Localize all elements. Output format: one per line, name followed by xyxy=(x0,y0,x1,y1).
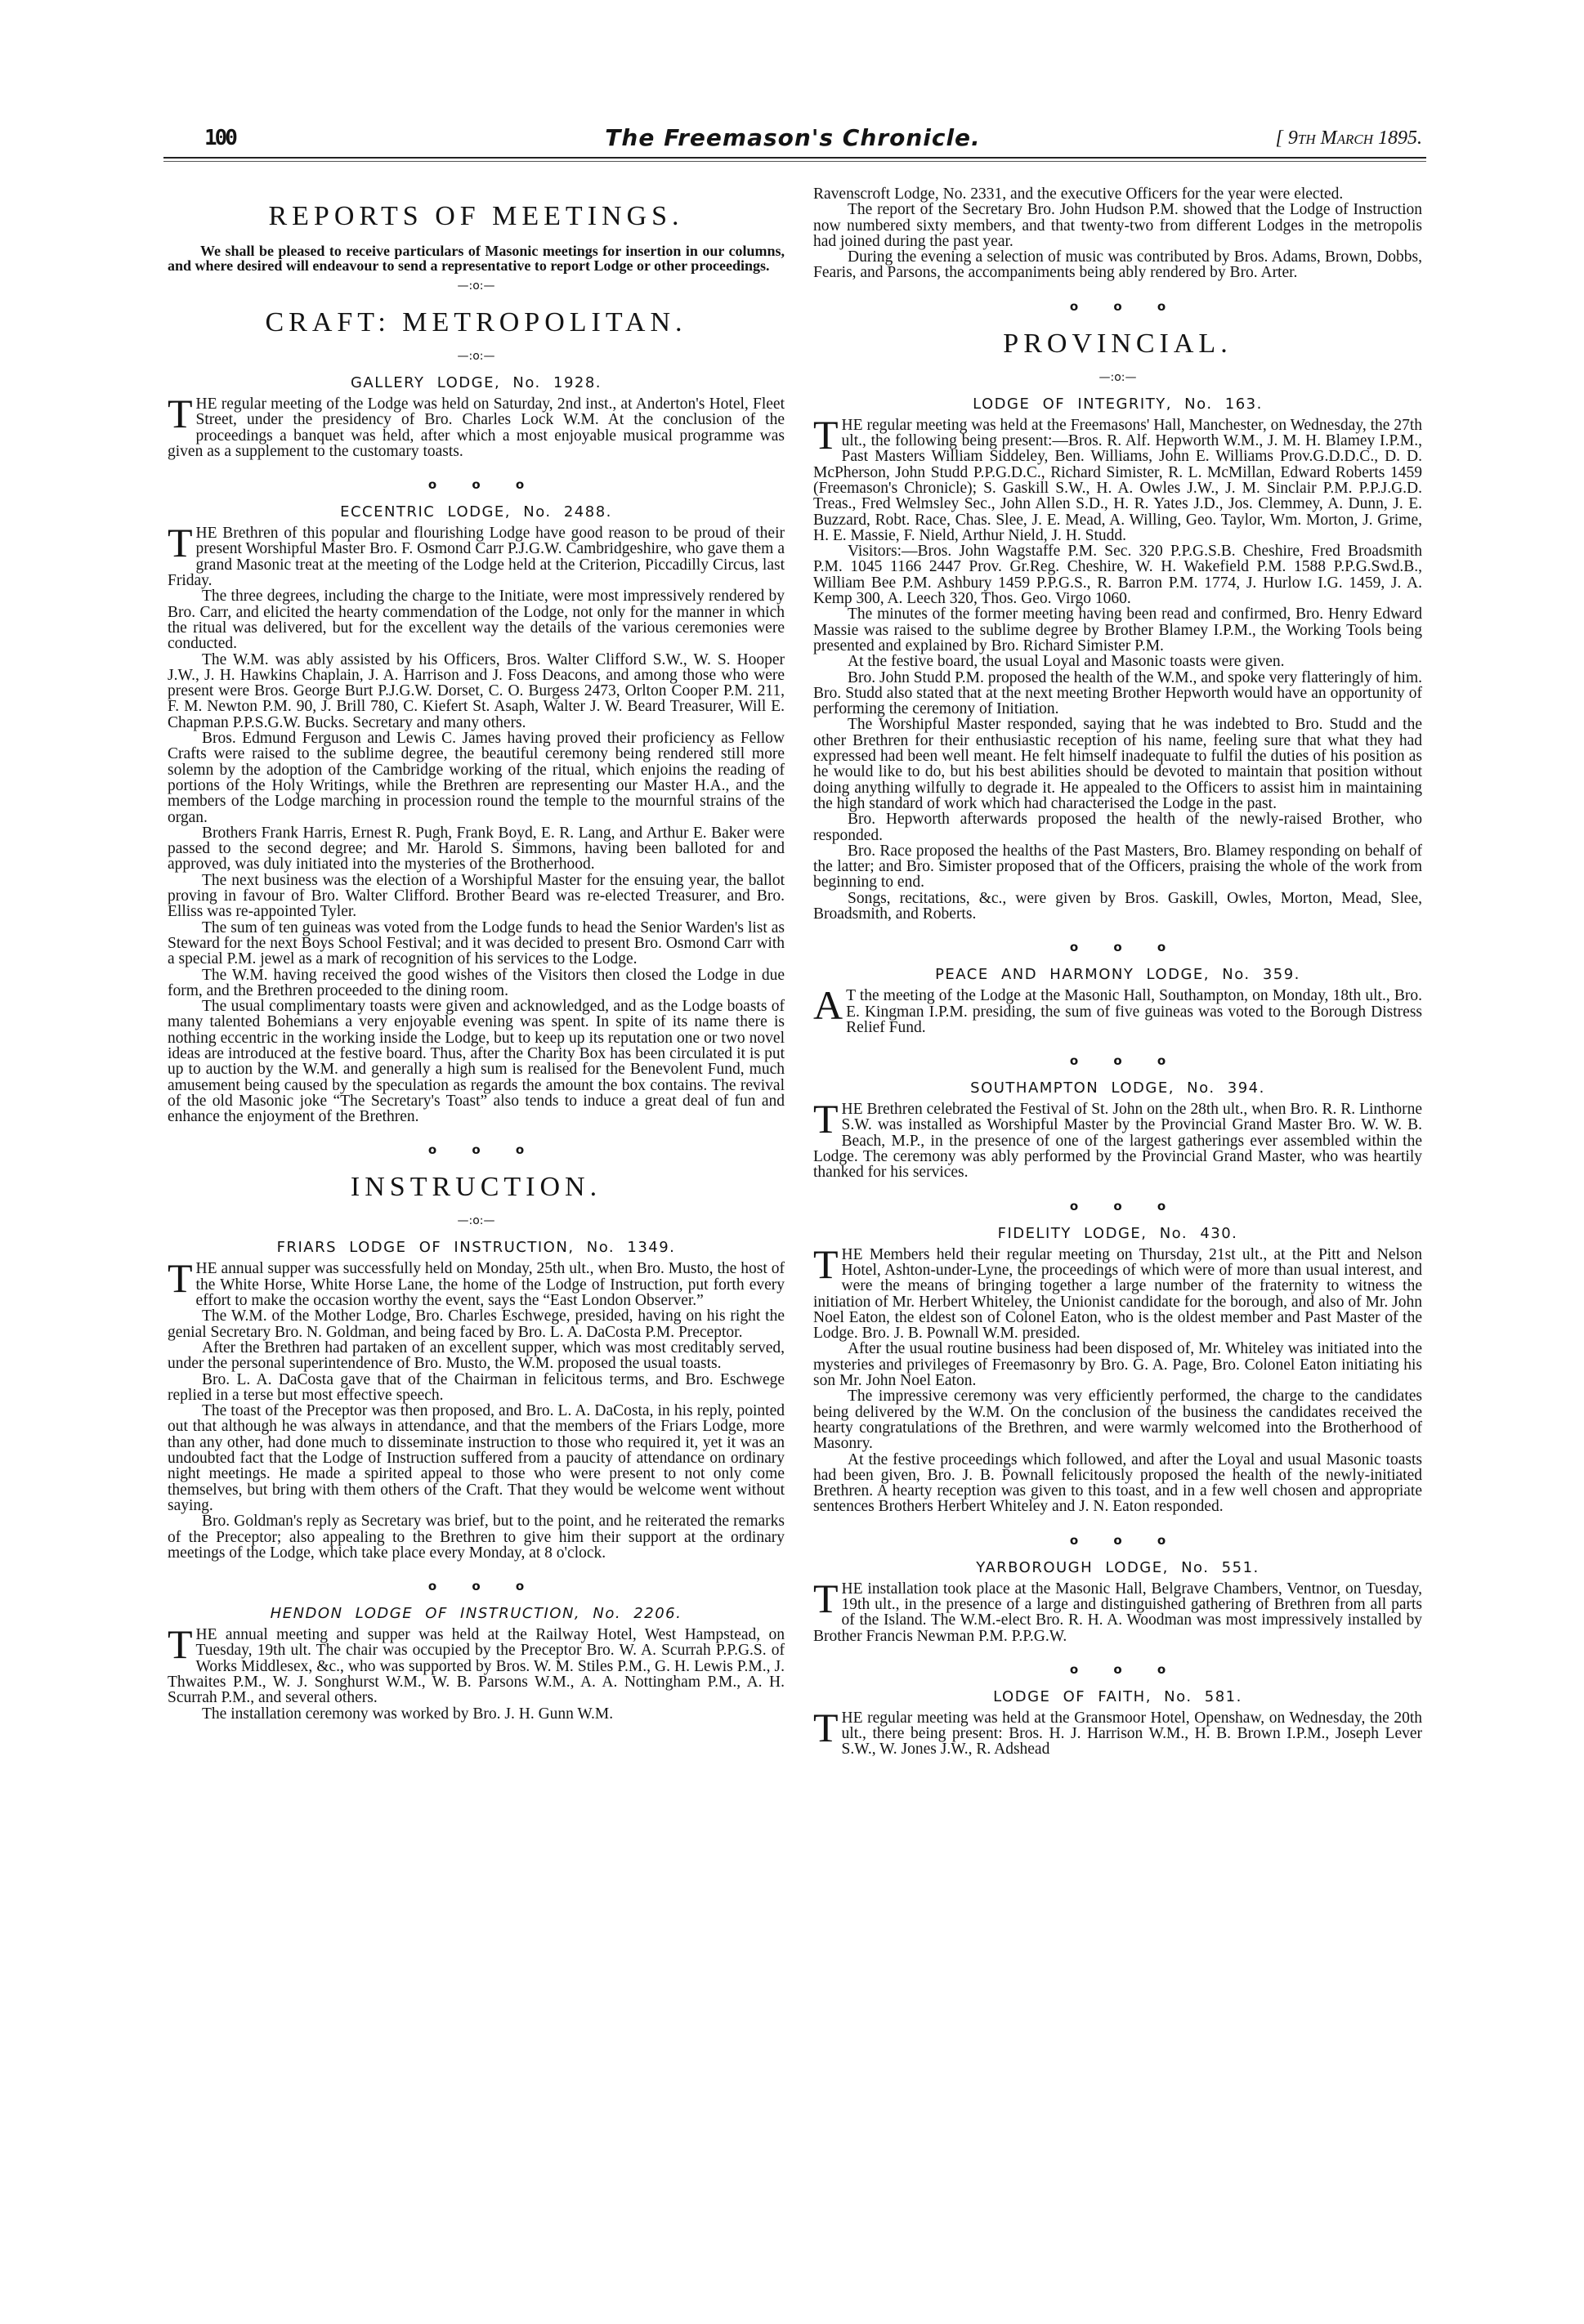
paragraph-text: HE Members held their regular meeting on Thursday, 21st ult., at the Pitt and Nelson Hotel, Ashton-under-Lyne, the proceedings of which were of more than usual interest, and were the means of bringing together a large number of the fraternity to witness the initiation of Mr. Herbert Whiteley, the Unionist candidate for the borough, and also of Mr. John Noel Eaton, the eldest son of Colonel Eaton, who is the oldest member and Past Master of the Lodge. Bro. J. B. Pownall W.M. presided. xyxy=(813,1245,1422,1343)
drop-cap: T xyxy=(168,1255,193,1302)
paragraph: The toast of the Preceptor was then proposed, and Bro. L. A. DaCosta, in his reply, pointed out that although he was always in attendance, and that the members of the Friars Lodge, more than any other, had done much to disseminate instruction to those who required it, yet it was an undoubted fact that the Lodge of Instruction suffered from a paucity of attendance on ordinary night meetings. He made a spirited appeal to those who were present to not only come themselves, but bring with them others of the Craft. That they would be welcome went without saying. xyxy=(168,1402,785,1514)
paragraph: Bro. Hepworth afterwards proposed the health of the newly-raised Brother, who responded. xyxy=(813,811,1422,844)
ornament-separator: o o o xyxy=(427,477,525,493)
report-paragraph xyxy=(813,1240,1422,1343)
ornament-separator: o o o xyxy=(1069,1532,1166,1548)
lodge-heading: LODGE OF FAITH, No. 581. xyxy=(993,1687,1242,1705)
ornament-separator: o o o xyxy=(1069,1198,1166,1213)
lodge-heading: YARBOROUGH LODGE, No. 551. xyxy=(976,1558,1260,1576)
page-header xyxy=(163,123,1422,155)
paragraph: The Worshipful Master responded, saying that he was indebted to Bro. Studd and the other Brethren for their enthusiastic reception of his name, feeling sure that what they had expressed had been well meant. He felt himself inadequate to fulfil the duties of his position as he would like to do, but his best abilities should be devoted to maintain that position without doing anything wilfully to degrade it. He appealed to the Officers to assist him in maintaining the high standard of work which had characterised the Lodge in the past. xyxy=(813,716,1422,812)
paragraph: After the usual routine business had been disposed of, Mr. Whiteley was initiated into the mysteries and privileges of Freemasonry by Bro. G. A. Page, Bro. Colonel Eaton initiating his son Mr. John Noel Eaton. xyxy=(813,1340,1422,1390)
right-column xyxy=(813,186,1422,1758)
paragraph: The W.M. was ably assisted by his Officers, Bros. Walter Clifford S.W., W. S. Hooper J.W., J. H. Hawkins Chaplain, J. A. Harrison and J. Foss Deacons, and among those who were present were Bros. George Burt P.J.G.W. Dorset, C. O. Burgess 2473, Orlton Cooper P.M. 211, F. M. Newton P.M. 90, J. Brill 780, C. Kiefert St. Asaph, Walter J. W. Beard Treasurer, Will E. Chapman P.P.S.G.W. Bucks. Secretary and many others. xyxy=(168,650,785,731)
paragraph-text: HE installation took place at the Masonic Hall, Belgrave Chambers, Ventnor, on Tuesday, 19th ult., in the presence of a large and distinguished gathering of Brethren from all parts of the Island. The W.M.-elect Bro. R. H. A. Woodman was most impressively installed by Brother Francis Newman P.M. P.P.G.W. xyxy=(813,1580,1422,1645)
paragraph: The installation ceremony was worked by Bro. J. H. Gunn W.M. xyxy=(202,1705,614,1723)
section-divider: —:o:— xyxy=(457,279,495,293)
paragraph: The report of the Secretary Bro. John Hudson P.M. showed that the Lodge of Instruction now numbered sixty members, and that twenty-two from different Lodges in the metropolis had joined during the past year. xyxy=(813,201,1422,250)
paragraph: Bros. Edmund Ferguson and Lewis C. James having proved their proficiency as Fellow Crafts were raised to the sublime degree, the beautiful ceremony being rendered still more solemn by the adoption of the Cambridge working of the ritual, which enjoins the reading of portions of the Holy Writings, while the Brethren are representing our Master H.A., and the members of the Lodge marching in procession round the temple to the mournful strains of the organ. xyxy=(168,730,785,826)
drop-cap: T xyxy=(168,520,193,566)
paragraph: The next business was the election of a Worshipful Master for the ensuing year, the ballot proving in favour of Bro. Walter Clifford. Brother Beard was re-elected Treasurer, and Bro. Elliss was re-appointed Tyler. xyxy=(168,871,785,921)
left-column xyxy=(168,186,785,1722)
paragraph: The three degrees, including the charge to the Initiate, were most impressively rendered by Bro. Carr, and elicited the hearty commendation of the Lodge, not only for the manner in which the ritual was delivered, but for the excellent way the details of the various ceremonies were conducted. xyxy=(168,588,785,653)
header-rule xyxy=(163,157,1426,162)
lodge-heading: PEACE AND HARMONY LODGE, No. 359. xyxy=(935,966,1300,984)
paragraph: After the Brethren had partaken of an excellent supper, which was most creditably served, under the personal superintendence of Bro. Musto, the W.M. proposed the usual toasts. xyxy=(168,1339,785,1373)
paragraph: Bro. John Studd P.M. proposed the health of the W.M., and spoke very flatteringly of him. Bro. Studd also stated that at the next meeting Brother Hepworth would have an opportunity of performing the ceremony of Initiation. xyxy=(813,668,1423,718)
ornament-separator: o o o xyxy=(1069,940,1166,955)
lodge-heading: ECCENTRIC LODGE, No. 2488. xyxy=(340,503,612,521)
report-paragraph xyxy=(813,982,1422,1036)
paragraph-text: HE annual meeting and supper was held at the Railway Hotel, West Hampstead, on Tuesday, 19th ult. The chair was occupied by the Preceptor Bro. W. A. Scurrah P.P.G.S. of Works Middlesex, &c., who was supported by Bros. W. M. Stiles P.M., G. H. Lewis P.M., J. Thwaites P.M., W. J. Songhurst W.M., W. B. Parsons W.M., A. A. Nottingham P.M., A. H. Scurrah P.M., and several others. xyxy=(168,1626,785,1707)
intro-notice: We shall be pleased to receive particulars of Masonic meetings for insertion in our columns, and where desired will endeavour to send a representative to report Lodge or other proceedings. xyxy=(168,243,785,274)
drop-cap: T xyxy=(168,1621,193,1668)
ornament-separator: o o o xyxy=(1069,1053,1166,1069)
paragraph: Bro. Goldman's reply as Secretary was brief, but to the point, and he reiterated the remarks of the Preceptor; also appealing to the Brethren to give him their support at the ordinary meetings of the Lodge, which take place every Monday, at 8 o'clock. xyxy=(168,1513,785,1562)
section-divider: —:o:— xyxy=(1099,370,1137,384)
issue-date: [ 9th March 1895. xyxy=(1275,127,1422,149)
lodge-heading: GALLERY LODGE, No. 1928. xyxy=(350,374,602,391)
paragraph-text: T the meeting of the Lodge at the Masonic Hall, Southampton, on Monday, 18th ult., Bro. E. Kingman I.P.M. presiding, the sum of five guineas was voted to the Borough Distress Relief Fund. xyxy=(846,987,1422,1036)
report-paragraph xyxy=(168,391,785,460)
paragraph: Bro. Race proposed the healths of the Past Masters, Bro. Blamey responding on behalf of the latter; and Bro. Simister proposed that of the Officers, praising the whole of the work from beginning to end. xyxy=(813,842,1422,892)
drop-cap: T xyxy=(813,1575,839,1621)
report-paragraph xyxy=(813,1704,1422,1759)
publication-title: The Freemason's Chronicle. xyxy=(605,124,981,151)
paragraph: The minutes of the former meeting having been read and confirmed, Bro. Henry Edward Massie was raised to the sublime degree by Brother Blamey I.P.M., the Working Tools being presented and explained by Bro. Richard Simister P.M. xyxy=(813,606,1422,655)
report-paragraph xyxy=(168,1621,785,1707)
report-paragraph xyxy=(168,520,785,590)
ornament-separator: o o o xyxy=(1069,298,1166,314)
drop-cap: T xyxy=(813,411,839,458)
paragraph-text: HE annual supper was successfully held on Monday, 25th ult., when Bro. Musto, the host of the White Horse, White Horse Lane, the home of the Lodge of Instruction, put forth every effort to make the occasion worthy the event, says the “East London Observer.” xyxy=(195,1260,785,1310)
section-heading: CRAFT: METROPOLITAN. xyxy=(265,307,687,337)
page-number: 100 xyxy=(204,126,235,150)
section-heading: PROVINCIAL. xyxy=(1003,328,1233,359)
paragraph: At the festive board, the usual Loyal and Masonic toasts were given. xyxy=(848,653,1285,671)
paragraph-text: HE regular meeting was held at the Gransmoor Hotel, Openshaw, on Wednesday, the 20th ult., there being present: Bros. H. J. Harrison W.M., H. B. Brown I.P.M., Joseph Lever S.W., W. Jones J.W., R. Adshead xyxy=(841,1709,1422,1759)
paragraph: The usual complimentary toasts were given and acknowledged, and as the Lodge boasts of many talented Bohemians a very enjoyable evening was spent. In spite of its name there is nothing eccentric in the working inside the Lodge, but to keep up its reputation one or two novel ideas are introduced at the festive board. Thus, after the Charity Box has been circulated it is put up to auction by the W.M. and generally a high sum is realised for the Benevolent Fund, much amusement being caused by the speculation as regards the amount the box contains. The revival of the old Masonic joke “The Secretary's Toast” also tends to induce a great deal of fun and enhance the enjoyment of the Brethren. xyxy=(168,998,785,1126)
paragraph: During the evening a selection of music was contributed by Bros. Adams, Brown, Dobbs, Fearis, and Parsons, the accompaniments being ably rendered by Bro. Arter. xyxy=(813,248,1422,282)
drop-cap: T xyxy=(813,1096,839,1142)
lodge-heading: HENDON LODGE OF INSTRUCTION, No. 2206. xyxy=(270,1605,682,1623)
lodge-heading: FRIARS LODGE OF INSTRUCTION, No. 1349. xyxy=(276,1239,676,1257)
paragraph: Bro. L. A. DaCosta gave that of the Chairman in felicitous terms, and Bro. Eschwege replied in a terse but most effective speech. xyxy=(168,1370,785,1404)
drop-cap: T xyxy=(813,1704,839,1750)
paragraph: Songs, recitations, &c., were given by Bros. Gaskill, Owles, Morton, Mead, Slee, Broadsmith, and Roberts. xyxy=(813,889,1422,923)
drop-cap: T xyxy=(168,391,193,436)
paragraph-text: HE regular meeting of the Lodge was held on Saturday, 2nd inst., at Anderton's Hotel, Fleet Street, under the presidency of Bro. Charles Lock W.M. At the conclusion of the proceedings a banquet was held, after which a most enjoyable musical programme was given as a supplement to the customary toasts. xyxy=(168,396,785,460)
paragraph-text: HE regular meeting was held at the Freemasons' Hall, Manchester, on Wednesday, the 27th ult., the following being present:—Bros. R. Alf. Hepworth W.M., J. M. H. Blamey I.P.M., Past Masters William Siddeley, Ben. Williams, John E. Williams Prov.G.D.D.C., D. D. McPherson, John Studd P.P.G.D.C., Richard Simister, R. L. McMillan, Edward Roberts 1459 (Freemason's Chronicle); S. Gaskill S.W., H. A. Owles J.W., J. M. Sinclair P.M. P.P.J.G.D. Treas., Fred Welmsley Sec., John Allen S.D., H. R. Yates J.D., Jos. Clemmey, A. Dunn, J. E. Buzzard, Robt. Race, Chas. Slee, J. E. Mead, A. Willing, Geo. Taylor, Wm. Morton, J. Grime, H. E. Massie, F. Nield, Arthur Nield, J. H. Studd. xyxy=(813,416,1422,544)
paragraph: Brothers Frank Harris, Ernest R. Pugh, Frank Boyd, E. R. Lang, and Arthur E. Baker were passed to the second degree; and Mr. Harold S. Simmons, having been balloted for and approved, was duly initiated into the mysteries of the Brotherhood. xyxy=(168,824,785,874)
paragraph: The sum of ten guineas was voted from the Lodge funds to head the Senior Warden's list as Steward for the next Boys School Festival; and it was decided to present Bro. Osmond Carr with a special P.M. jewel as a mark of recognition of his services to the Lodge. xyxy=(168,918,785,968)
lodge-heading: LODGE OF INTEGRITY, No. 163. xyxy=(973,395,1263,413)
paragraph: Visitors:—Bros. John Wagstaffe P.M. Sec. 320 P.P.G.S.B. Cheshire, Fred Broadsmith P.M. 1045 1166 2447 Prov. Gr.Reg. Cheshire, W. H. Wakefield P.M. 1588 P.P.G.Swd.B., William Bee P.M. Ashbury 1459 P.P.G.S., R. Barron P.M. 1774, J. Hurlow I.G. 1459, J. A. Kemp 300, A. Leech 320, Thos. Geo. Virgo 1060. xyxy=(813,543,1422,608)
drop-cap: T xyxy=(813,1240,839,1287)
lodge-heading: SOUTHAMPTON LODGE, No. 394. xyxy=(970,1079,1265,1097)
report-paragraph xyxy=(813,1575,1422,1645)
paragraph: At the festive proceedings which followed, and after the Loyal and usual Masonic toasts had been given, Bro. J. B. Pownall felicitously proposed the health of the newly-initiated Brethren. A hearty reception was given to this toast, and in a few well chosen and appropriate sentences Brothers Herbert Whiteley and J. N. Eaton responded. xyxy=(813,1450,1422,1516)
report-paragraph xyxy=(813,411,1422,544)
ornament-separator: o o o xyxy=(1069,1661,1166,1677)
report-paragraph xyxy=(813,1096,1422,1182)
ornament-separator: o o o xyxy=(427,1579,525,1594)
paragraph: The W.M. of the Mother Lodge, Bro. Charles Eschwege, presided, having on his right the genial Secretary Bro. N. Goldman, and being faced by Bro. L. A. DaCosta P.M. Preceptor. xyxy=(168,1307,785,1341)
section-divider: —:o:— xyxy=(457,1214,495,1228)
drop-cap: A xyxy=(813,982,843,1029)
section-heading: INSTRUCTION. xyxy=(350,1172,602,1203)
section-heading: REPORTS OF MEETINGS. xyxy=(268,201,684,231)
paragraph-text: HE Brethren of this popular and flourishing Lodge have good reason to be proud of their present Worshipful Master Bro. F. Osmond Carr P.J.G.W. Cambridgeshire, who gave them a grand Masonic treat at the meeting of the Lodge held at the Criterion, Piccadilly Circus, last Friday. xyxy=(168,525,785,590)
paragraph: Ravenscroft Lodge, No. 2331, and the executive Officers for the year were elected. xyxy=(813,185,1344,203)
lodge-heading: FIDELITY LODGE, No. 430. xyxy=(997,1224,1238,1242)
paragraph-text: HE Brethren celebrated the Festival of St. John on the 28th ult., when Bro. R. R. Linthorne S.W. was installed as Worshipful Master by the Provincial Grand Master Bro. W. W. B. Beach, M.P., in the presence of one of the largest gatherings ever assembled within the Lodge. The ceremony was ably performed by the Provincial Grand Master, who was heartily thanked for his services. xyxy=(813,1101,1422,1182)
report-paragraph xyxy=(168,1255,785,1310)
section-divider: —:o:— xyxy=(457,350,495,363)
ornament-separator: o o o xyxy=(427,1142,525,1158)
paragraph: The W.M. having received the good wishes of the Visitors then closed the Lodge in due form, and the Brethren proceeded to the dining room. xyxy=(168,966,785,999)
paragraph: The impressive ceremony was very efficiently performed, the charge to the candidates being delivered by the W.M. On the conclusion of the business the candidates received the hearty congratulations of the Brethren, and were warmly welcomed into the Brotherhood of Masonry. xyxy=(813,1388,1422,1453)
